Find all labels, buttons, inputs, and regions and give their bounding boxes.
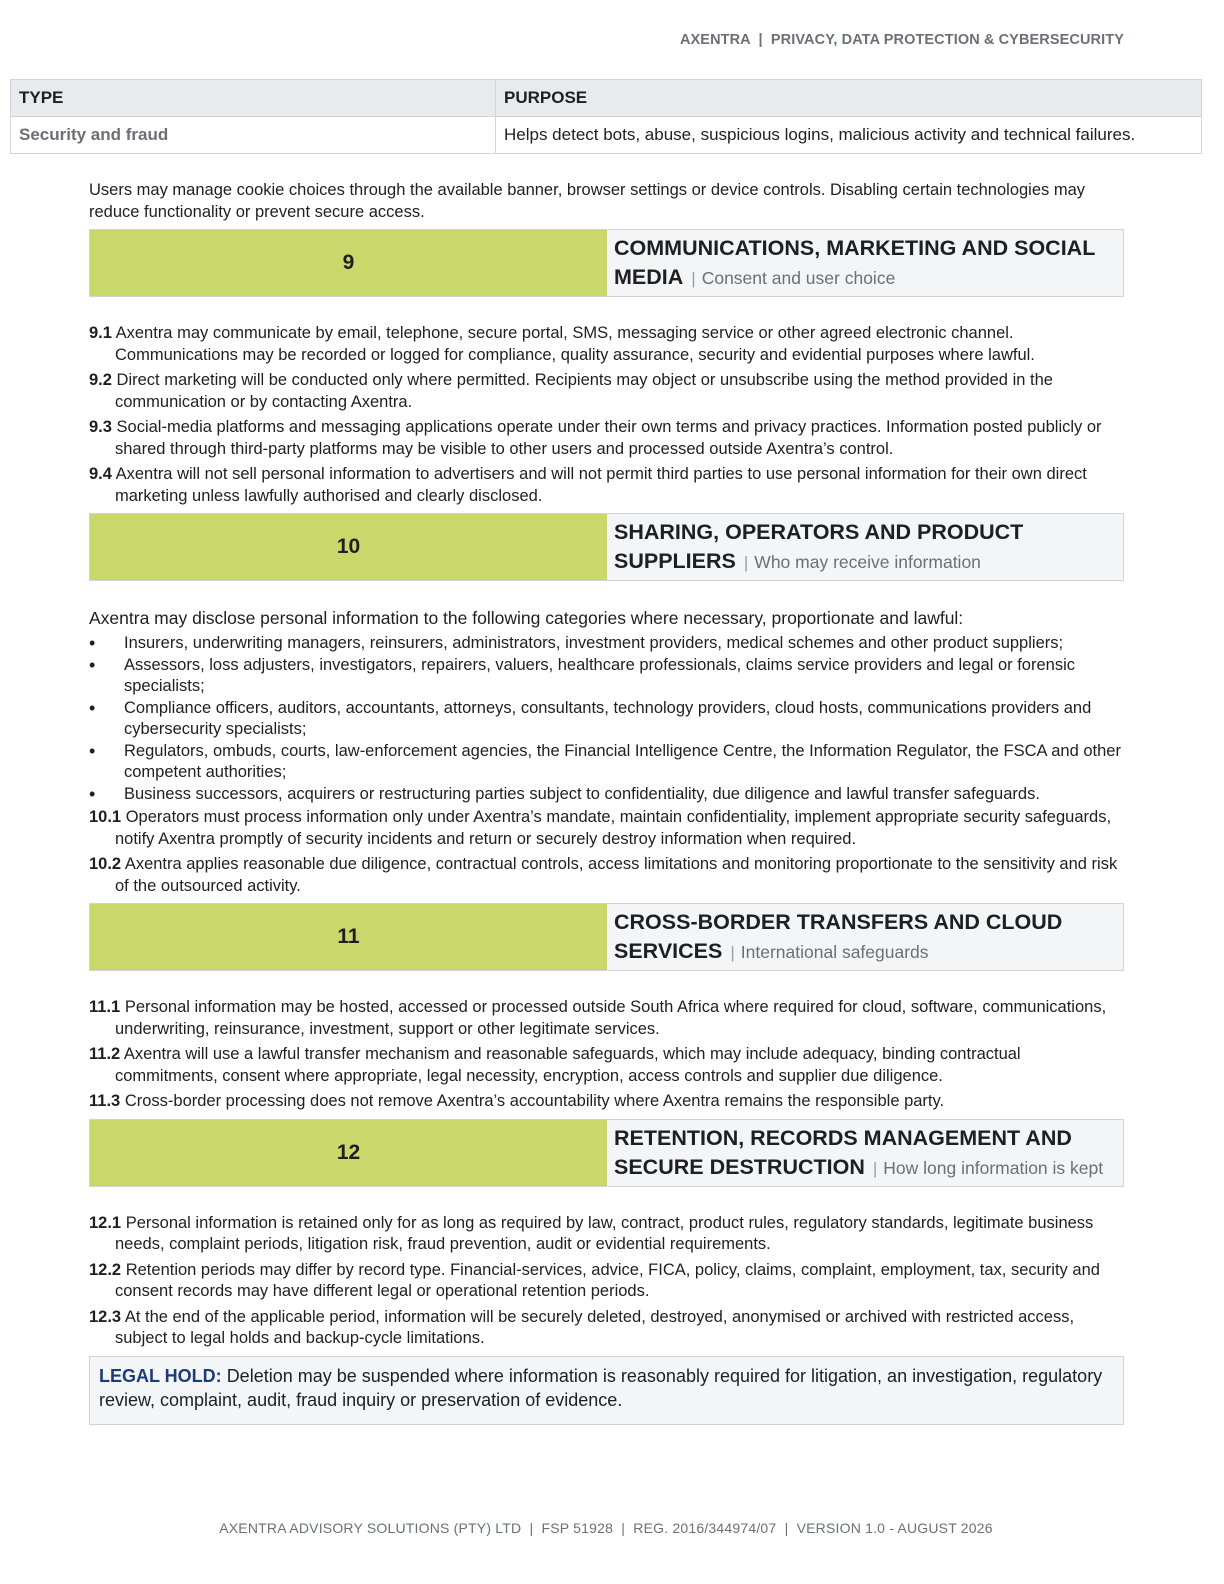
section-subtitle: Consent and user choice xyxy=(701,268,896,288)
clause-number: 9.1 xyxy=(89,324,112,342)
clause-text: Cross-border processing does not remove Axentra’s accountability where Axentra remains the responsible party. xyxy=(124,1092,945,1110)
clause-number: 10.2 xyxy=(89,855,122,873)
list-item: • Business successors, acquirers or restructuring parties subject to confidentiality, due diligence and lawful transfer safeguards. xyxy=(89,784,1124,806)
section-number: 10 xyxy=(90,514,607,580)
divider: | xyxy=(743,553,749,572)
section-9-banner xyxy=(89,229,1124,297)
recipient-list xyxy=(89,633,1124,805)
clause-text: At the end of the applicable period, information will be securely deleted, destroyed, anonymised or archived with restricted access, subject to legal holds and backup-cycle limitations. xyxy=(115,1307,1075,1347)
clause-number: 9.4 xyxy=(89,465,112,483)
cell-purpose: Helps detect bots, abuse, suspicious logins, malicious activity and technical failures. xyxy=(496,117,1202,154)
section-12-clauses xyxy=(89,1213,1124,1350)
clause-text: Direct marketing will be conducted only where permitted. Recipients may object or unsubscribe using the method provided in the communication or by contacting Axentra. xyxy=(115,371,1053,411)
clause xyxy=(89,807,1124,850)
table-header-row xyxy=(11,80,1202,117)
list-item: • Assessors, loss adjusters, investigators, repairers, valuers, healthcare professionals, claims service providers and legal or forensic specialists; xyxy=(89,655,1124,698)
section-heading xyxy=(607,514,1123,580)
clause xyxy=(89,464,1124,507)
legal-hold-text: Deletion may be suspended where information is reasonably required for litigation, an investigation, regulatory review, complaint, audit, fraud inquiry or preservation of evidence. xyxy=(99,1365,1103,1410)
clause-number: 11.2 xyxy=(89,1045,121,1063)
clause xyxy=(89,323,1124,366)
list-item: • Insurers, underwriting managers, reinsurers, administrators, investment providers, medical schemes and other product suppliers; xyxy=(89,633,1124,655)
clause-number: 11.3 xyxy=(89,1092,121,1110)
main-content xyxy=(89,180,1124,1425)
legal-hold-label: LEGAL HOLD: xyxy=(99,1365,222,1386)
section-12-banner xyxy=(89,1119,1124,1187)
clause-number: 9.3 xyxy=(89,418,112,436)
clause-number: 10.1 xyxy=(89,808,122,826)
section-heading xyxy=(607,1120,1123,1186)
clause xyxy=(89,1213,1124,1256)
clause-text: Operators must process information only under Axentra’s mandate, maintain confidentiality, implement appropriate security safeguards, notify Axentra promptly of security incidents and return or securely destroy information when required. xyxy=(115,808,1112,848)
clause-text: Axentra may communicate by email, telephone, secure portal, SMS, messaging service or other agreed electronic channel. Communications may be recorded or logged for compliance, quality assurance, security and evidential purposes where lawful. xyxy=(115,324,1035,364)
clause xyxy=(89,417,1124,460)
divider: | xyxy=(872,1158,878,1178)
section-11-banner xyxy=(89,903,1124,971)
clause-number: 12.2 xyxy=(89,1260,122,1279)
cell-type: Security and fraud xyxy=(11,117,496,154)
clause-text: Social-media platforms and messaging applications operate under their own terms and privacy practices. Information posted publicly or shared through third-party platforms may be visible to other users and processed outside Axentra’s control. xyxy=(115,418,1102,458)
page-footer: AXENTRA ADVISORY SOLUTIONS (PTY) LTD | FSP 51928 | REG. 2016/344974/07 | VERSION 1.0 - AUGUST 2026 xyxy=(219,1520,993,1536)
section-heading xyxy=(607,230,1123,296)
clause xyxy=(89,370,1124,413)
section-title: SHARING, OPERATORS AND PRODUCT SUPPLIERS xyxy=(614,520,1024,573)
cookie-table xyxy=(10,79,1202,154)
clause-text: Axentra applies reasonable due diligence, contractual controls, access limitations and monitoring proportionate to the sensitivity and risk of the outsourced activity. xyxy=(115,855,1118,895)
clause xyxy=(89,1091,1124,1113)
list-item: • Regulators, ombuds, courts, law-enforcement agencies, the Financial Intelligence Centre, the Information Regulator, the FSCA and other competent authorities; xyxy=(89,741,1124,784)
section-heading xyxy=(607,904,1123,970)
list-item: • Compliance officers, auditors, accountants, attorneys, consultants, technology providers, cloud hosts, communications providers and cybersecurity specialists; xyxy=(89,698,1124,741)
clause-text: Axentra will not sell personal information to advertisers and will not permit third parties to use personal information for their own direct marketing unless lawfully authorised and clearly disclosed. xyxy=(115,465,1087,505)
clause-number: 12.1 xyxy=(89,1213,122,1232)
clause-number: 11.1 xyxy=(89,998,121,1016)
clause-text: Retention periods may differ by record type. Financial-services, advice, FICA, policy, claims, complaint, employment, tax, security and consent records may have different legal or operational retention periods. xyxy=(115,1260,1100,1300)
clause xyxy=(89,997,1124,1040)
clause xyxy=(89,854,1124,897)
section-10-clauses xyxy=(89,807,1124,897)
section-11-clauses xyxy=(89,997,1124,1113)
page-header: AXENTRA | PRIVACY, DATA PROTECTION & CYBERSECURITY xyxy=(679,32,1124,48)
section-number: 11 xyxy=(90,904,607,970)
section-number: 9 xyxy=(90,230,607,296)
column-header-type: TYPE xyxy=(11,80,496,117)
table-row xyxy=(11,117,1202,154)
column-header-purpose: PURPOSE xyxy=(496,80,1202,117)
clause-text: Personal information is retained only for as long as required by law, contract, product rules, regulatory standards, legitimate business needs, complaint periods, litigation risk, fraud prevention, audit or evidential requirements. xyxy=(115,1213,1094,1253)
clause xyxy=(89,1307,1124,1350)
divider: | xyxy=(730,943,735,962)
section-number: 12 xyxy=(90,1120,607,1186)
clause xyxy=(89,1044,1124,1087)
divider: | xyxy=(691,269,696,288)
section-subtitle: International safeguards xyxy=(740,942,929,962)
clause-text: Personal information may be hosted, accessed or processed outside South Africa where required for cloud, software, communications, underwriting, reinsurance, investment, support or other legitimate services. xyxy=(115,998,1107,1038)
section-title: CROSS-BORDER TRANSFERS AND CLOUD SERVICES xyxy=(614,910,1063,963)
clause-number: 12.3 xyxy=(89,1307,122,1326)
legal-hold-notice xyxy=(89,1356,1124,1425)
clause-number: 9.2 xyxy=(89,371,112,389)
section-subtitle: Who may receive information xyxy=(754,552,981,572)
clause xyxy=(89,1260,1124,1303)
section-lead: Axentra may disclose personal information to the following categories where necessary, proportionate and lawful: xyxy=(89,608,964,628)
intro-paragraph: Users may manage cookie choices through the available banner, browser settings or device controls. Disabling certain technologies may reduce functionality or prevent secure access. xyxy=(89,181,1086,221)
section-title: RETENTION, RECORDS MANAGEMENT AND SECURE DESTRUCTION xyxy=(614,1125,1072,1179)
clause-text: Axentra will use a lawful transfer mechanism and reasonable safeguards, which may include adequacy, binding contractual commitments, consent where appropriate, legal necessity, encryption, access controls and supplier due diligence. xyxy=(115,1045,1021,1085)
section-title: COMMUNICATIONS, MARKETING AND SOCIAL MEDIA xyxy=(614,236,1095,289)
section-9-clauses xyxy=(89,323,1124,507)
section-subtitle: How long information is kept xyxy=(883,1157,1104,1178)
section-10-banner xyxy=(89,513,1124,581)
